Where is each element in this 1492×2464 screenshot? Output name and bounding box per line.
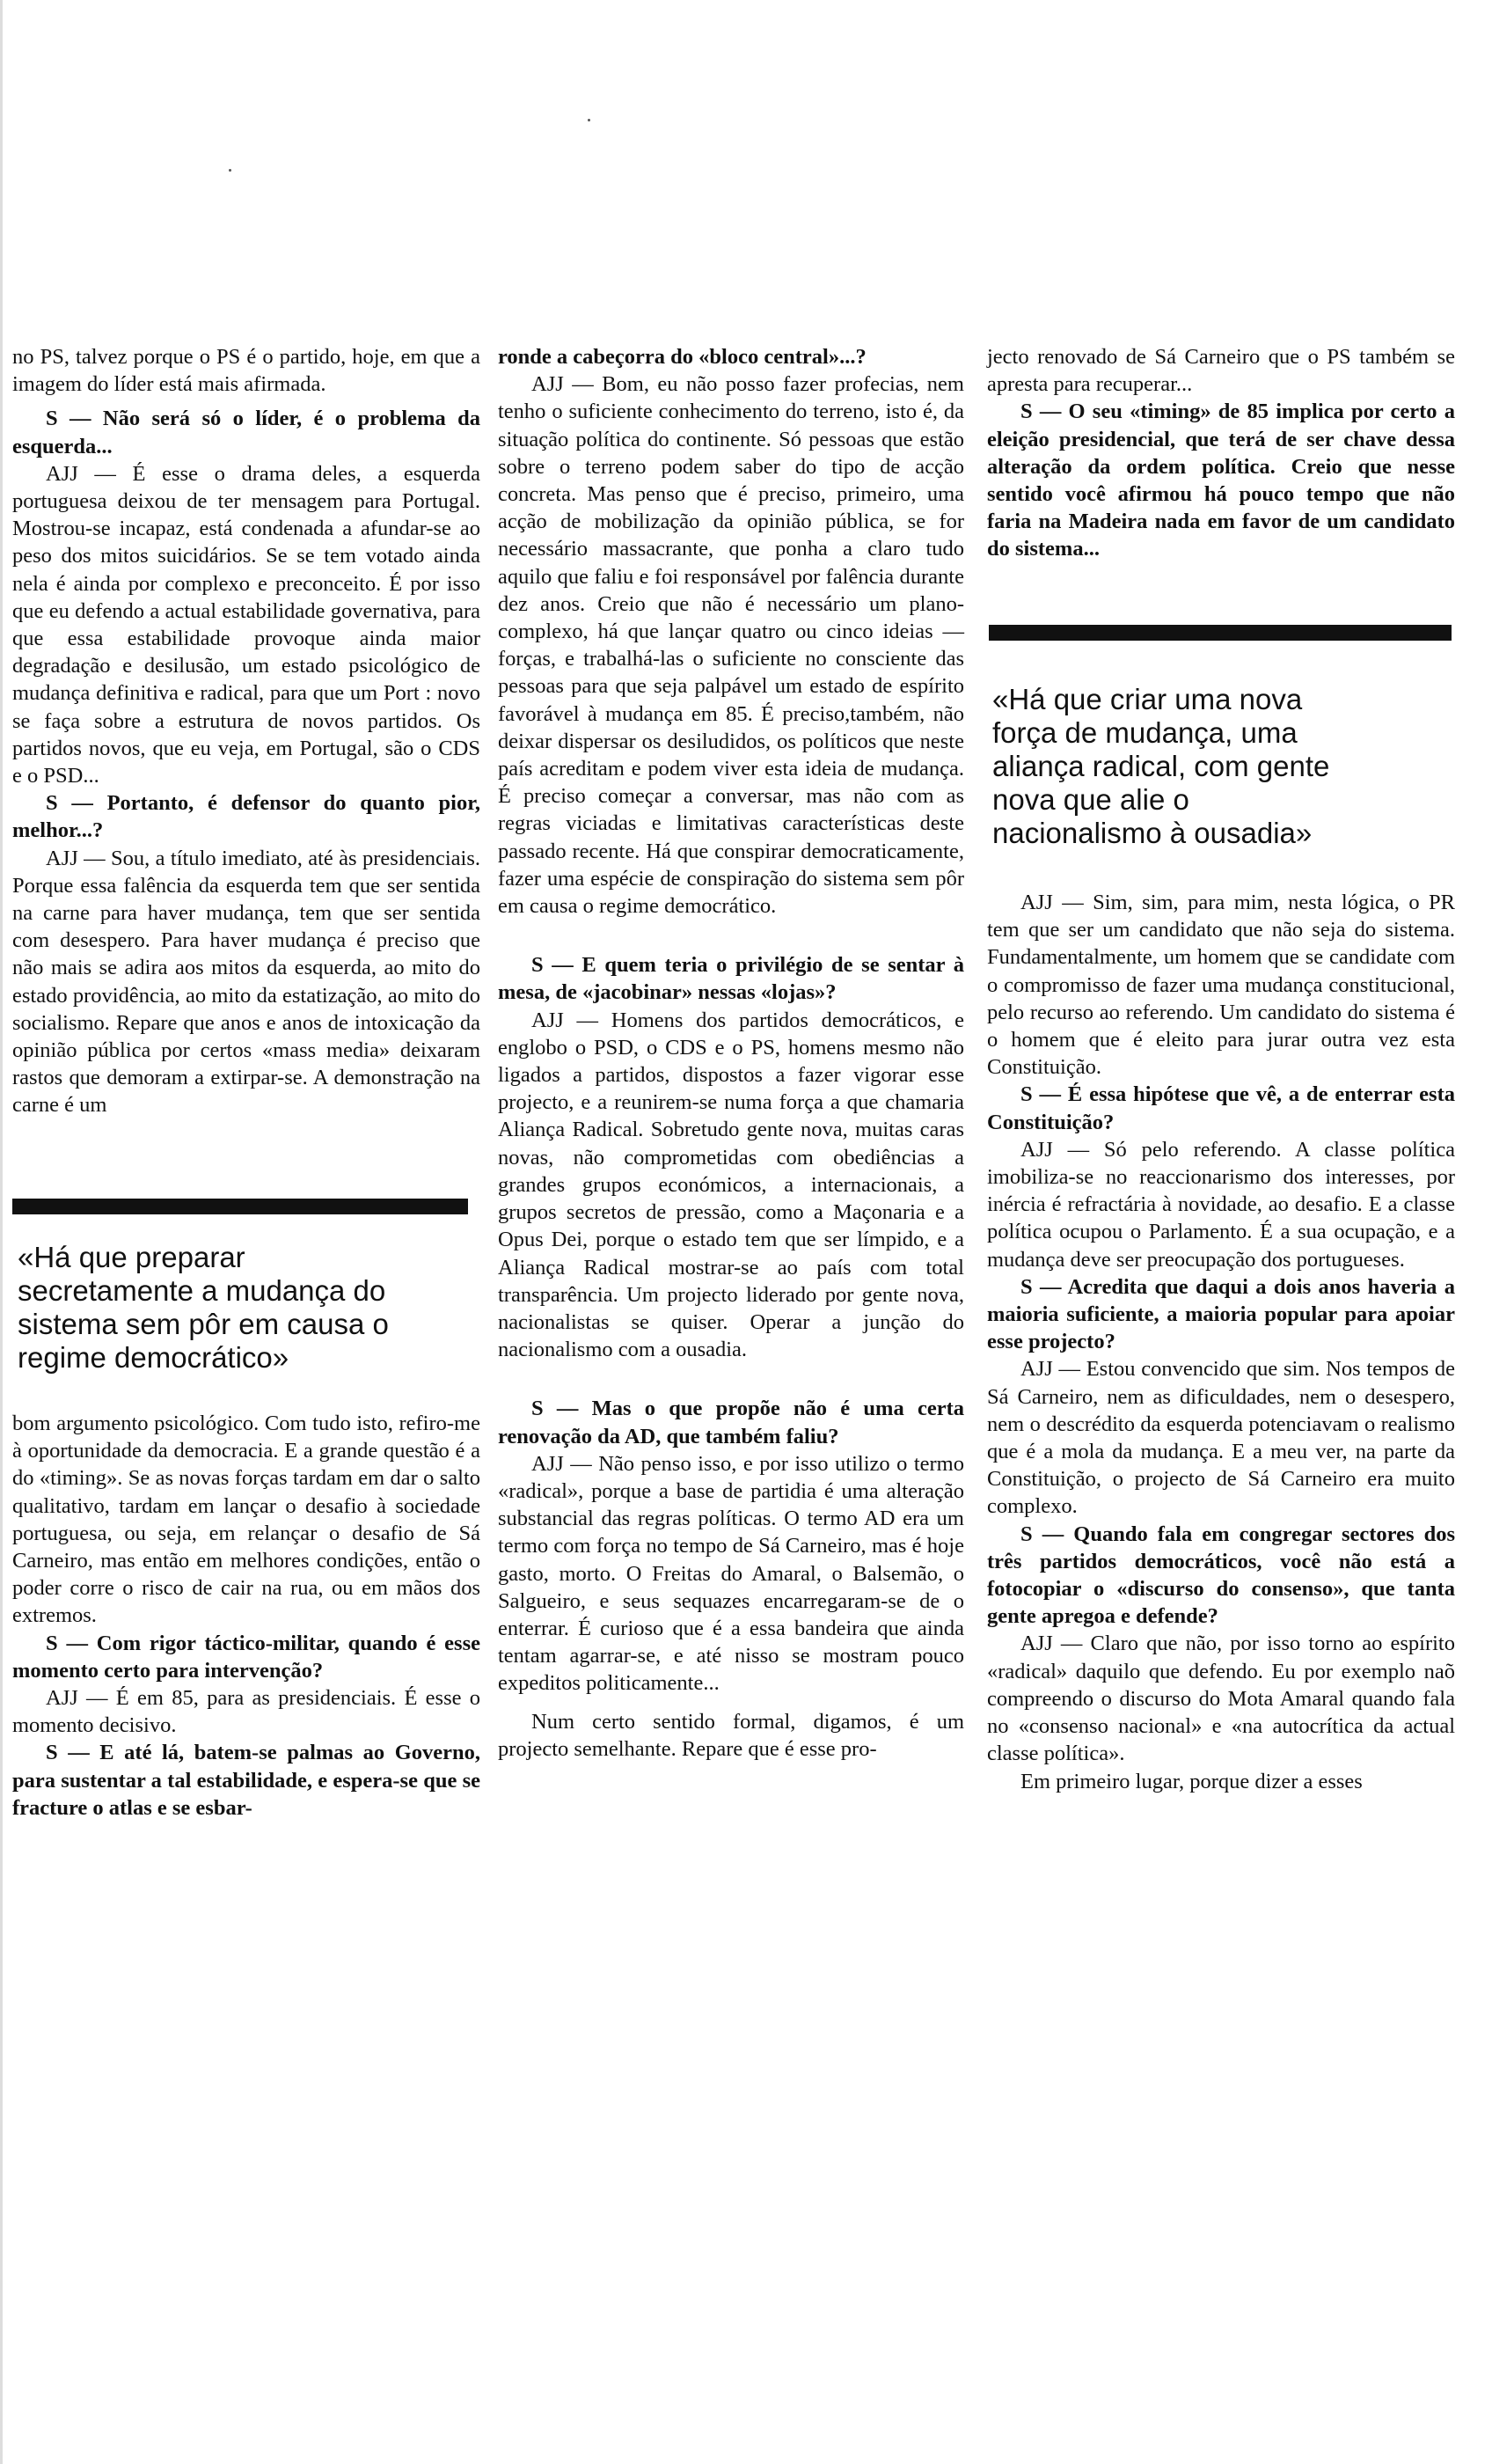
column-2 (498, 343, 964, 1763)
question: S — Não será só o líder, é o problema da esquerda... (12, 407, 480, 458)
answer: Em primeiro lugar, porque dizer a esses (1020, 1769, 1363, 1793)
column-1-top (12, 343, 480, 1119)
answer: AJJ — Só pelo referendo. A classe política imobiliza-se no reaccionarismo dos interesses, por inércia é refractária à novidade, ao desafio. E a classe política ocupou o Parlamento. É a sua ocupação, e a mudança deve ser preocupação dos portugueses. (987, 1137, 1455, 1272)
paragraph: bom argumento psicológico. Com tudo isto, refiro-me à oportunidade da democracia. E a grande questão é a do «timing». Se as novas forças tardam em dar o salto qualitativo, tardam em lançar o desafio à sociedade portuguesa, ou seja, em relançar o desafio de Sá Carneiro, mas então em melhores condições, então o poder corre o risco de cair na rua, ou em mãos dos extremos. (12, 1412, 480, 1628)
question: S — Com rigor táctico-militar, quando é esse momento certo para intervenção? (12, 1631, 480, 1683)
column-3-top (987, 343, 1455, 563)
pullquote-rule (989, 625, 1452, 641)
answer: AJJ — É em 85, para as presidenciais. É esse o momento decisivo. (12, 1686, 480, 1738)
scan-speck (588, 119, 590, 121)
answer: AJJ — Claro que não, por isso torno ao espírito «radical» daquilo que defendo. Eu por exemplo naõ compreendo o discurso do Mota Amaral quando fala no «consenso nacional» e «na autocrítica da actual classe política». (987, 1632, 1455, 1766)
column-1-bottom (12, 1410, 480, 1822)
question: S — Acredita que daqui a dois anos haveria a maioria suficiente, a maioria popular para apoiar esse projecto? (987, 1274, 1455, 1354)
scan-edge (0, 0, 3, 2464)
answer: AJJ — Não penso isso, e por isso utilizo o termo «radical», porque a base de partidia é uma alteração substancial das regras políticas. O termo AD era um termo com força no tempo de Sá Carneiro, mas é hoje gasto, morto. O Freitas do Amaral, o Balsemão, o Salgueiro, e seus sequazes encarregaram-se de o enterrar. É curioso que é a essa bandeira que ainda tentam agarrar-se, e até nisso se mostram pouco expeditos politicamente... (498, 1451, 964, 1696)
paragraph: no PS, talvez porque o PS é o partido, hoje, em que a imagem do líder está mais afirmada. (12, 345, 480, 397)
scan-speck (229, 169, 231, 172)
answer: AJJ — Sou, a título imediato, até às presidenciais. Porque essa falência da esquerda tem que ser sentida na carne para haver mudança, tem que ser sentida com desespero. Para haver mudança é preciso que não mais se adira aos mitos da esquerda, ao mito do estado providência, ao mito da estatização, ao mito do socialismo. Repare que anos e anos de intoxicação da opinião pública por certos «mass media» deixaram rastos que demoram a extirpar-se. A demonstração na carne é um (12, 846, 480, 1118)
question: S — E quem teria o privilégio de se sentar à mesa, de «jacobinar» nessas «lojas»? (498, 953, 964, 1005)
pullquote-rule (12, 1199, 468, 1214)
question: S — Quando fala em congregar sectores dos três partidos democráticos, você não está a fotocopiar o «discurso do consenso», que tanta gente apregoa e defende? (987, 1522, 1455, 1629)
question: S — Mas o que propõe não é uma certa renovação da AD, que também faliu? (498, 1397, 964, 1448)
answer: AJJ — Estou convencido que sim. Nos tempos de Sá Carneiro, nem as dificuldades, nem o desespero, nem o descrédito da esquerda potenciavam o realismo que é a mola da mudança. E a meu ver, na parte da Constituição, o projecto de Sá Carneiro era muito complexo. (987, 1357, 1455, 1519)
question: S — O seu «timing» de 85 implica por certo a eleição presidencial, que terá de ser chave dessa alteração da ordem política. Creio que nesse sentido você afirmou há pouco tempo que não faria na Madeira nada em favor de um candidato do sistema... (987, 400, 1455, 561)
answer: AJJ — Sim, sim, para mim, nesta lógica, o PR tem que ser um candidato que não seja do sistema. Fundamentalmente, um homem que se candidate com o compromisso de fazer uma mudança constitucional, pelo recurso ao referendo. Um candidato do sistema é o homem que é eleito para jurar outra vez esta Constituição. (987, 891, 1455, 1080)
pullquote-1: «Há que preparar secretamente a mudança do sistema sem pôr em causa o regime democrático» (18, 1241, 389, 1374)
question: S — E até lá, batem-se palmas ao Governo, para sustentar a tal estabilidade, e espera-se que se fracture o atlas e se esbar- (12, 1741, 480, 1820)
question-continued: ronde a cabeçorra do «bloco central»...? (498, 345, 867, 369)
question: S — É essa hipótese que vê, a de enterrar esta Constituição? (987, 1082, 1455, 1134)
column-3-bottom (987, 889, 1455, 1795)
answer: AJJ — É esse o drama deles, a esquerda portuguesa deixou de ter mensagem para Portugal. Mostrou-se incapaz, está condenada a afundar-se ao peso dos mitos suicidários. Se se tem votado ainda nela é ainda por complexo e preconceito. É por isso que eu defendo a actual estabilidade governativa, para que essa estabilidade provoque ainda maior degradação e desilusão, um estado psicológico de mudança definitiva e radical, para que um Port : novo se faça sobre a estrutura de novos partidos. Os partidos novos, que eu veja, em Portugal, são o CDS e o PSD... (12, 461, 480, 788)
answer: Num certo sentido formal, digamos, é um projecto semelhante. Repare que é esse pro- (498, 1709, 964, 1761)
answer: AJJ — Bom, eu não posso fazer profecias, nem tenho o suficiente conhecimento do terreno, isto é, da situação política do continente. Só pessoas que estão sobre o terreno podem saber do tipo de acção concreta. Mas penso que é preciso, primeiro, uma acção de mobilização da opinião pública, se for necessário massacrante, que ponha a claro tudo aquilo que faliu e foi responsável por falência durante dez anos. Creio que não é necessário um plano-complexo, há que lançar quatro ou cinco ideias — forças, e trabalhá-las o suficiente no consciente das pessoas para que seja palpável um estado de espírito favorável à mudança em 85. É preciso,também, não deixar dispersar os desiludidos, os políticos que neste país acreditam e podem viver esta ideia de mudança. É preciso começar a conversar, mas não com as regras viciadas e limitativas características deste passado recente. Há que conspirar democraticamente, fazer uma espécie de conspiração do sistema sem pôr em causa o regime democrático. (498, 372, 964, 919)
pullquote-2: «Há que criar uma nova força de mudança, uma aliança radical, com gente nova que alie o nacionalismo à ousadia» (992, 683, 1330, 849)
question: S — Portanto, é defensor do quanto pior, melhor...? (12, 791, 480, 843)
answer: AJJ — Homens dos partidos democráticos, e englobo o PSD, o CDS e o PS, homens mesmo não ligados a partidos, dispostos a fazer vigorar esse projecto, e a reunirem-se numa força a que chamaria Aliança Radical. Sobretudo gente nova, muitas caras novas, não comprometidas com obediências a grandes grupos económicos, a internacionais, a grupos secretos de pressão, como a Maçonaria e a Opus Dei, porque o estado tem que ser límpido, e a Aliança Radical mostrar-se ao país com total transparência. Um projecto liderado por gente nova, nacionalistas se quiser. Operar a junção do nacionalismo com a ousadia. (498, 1008, 964, 1362)
paragraph: jecto renovado de Sá Carneiro que o PS também se apresta para recuperar... (987, 345, 1455, 397)
